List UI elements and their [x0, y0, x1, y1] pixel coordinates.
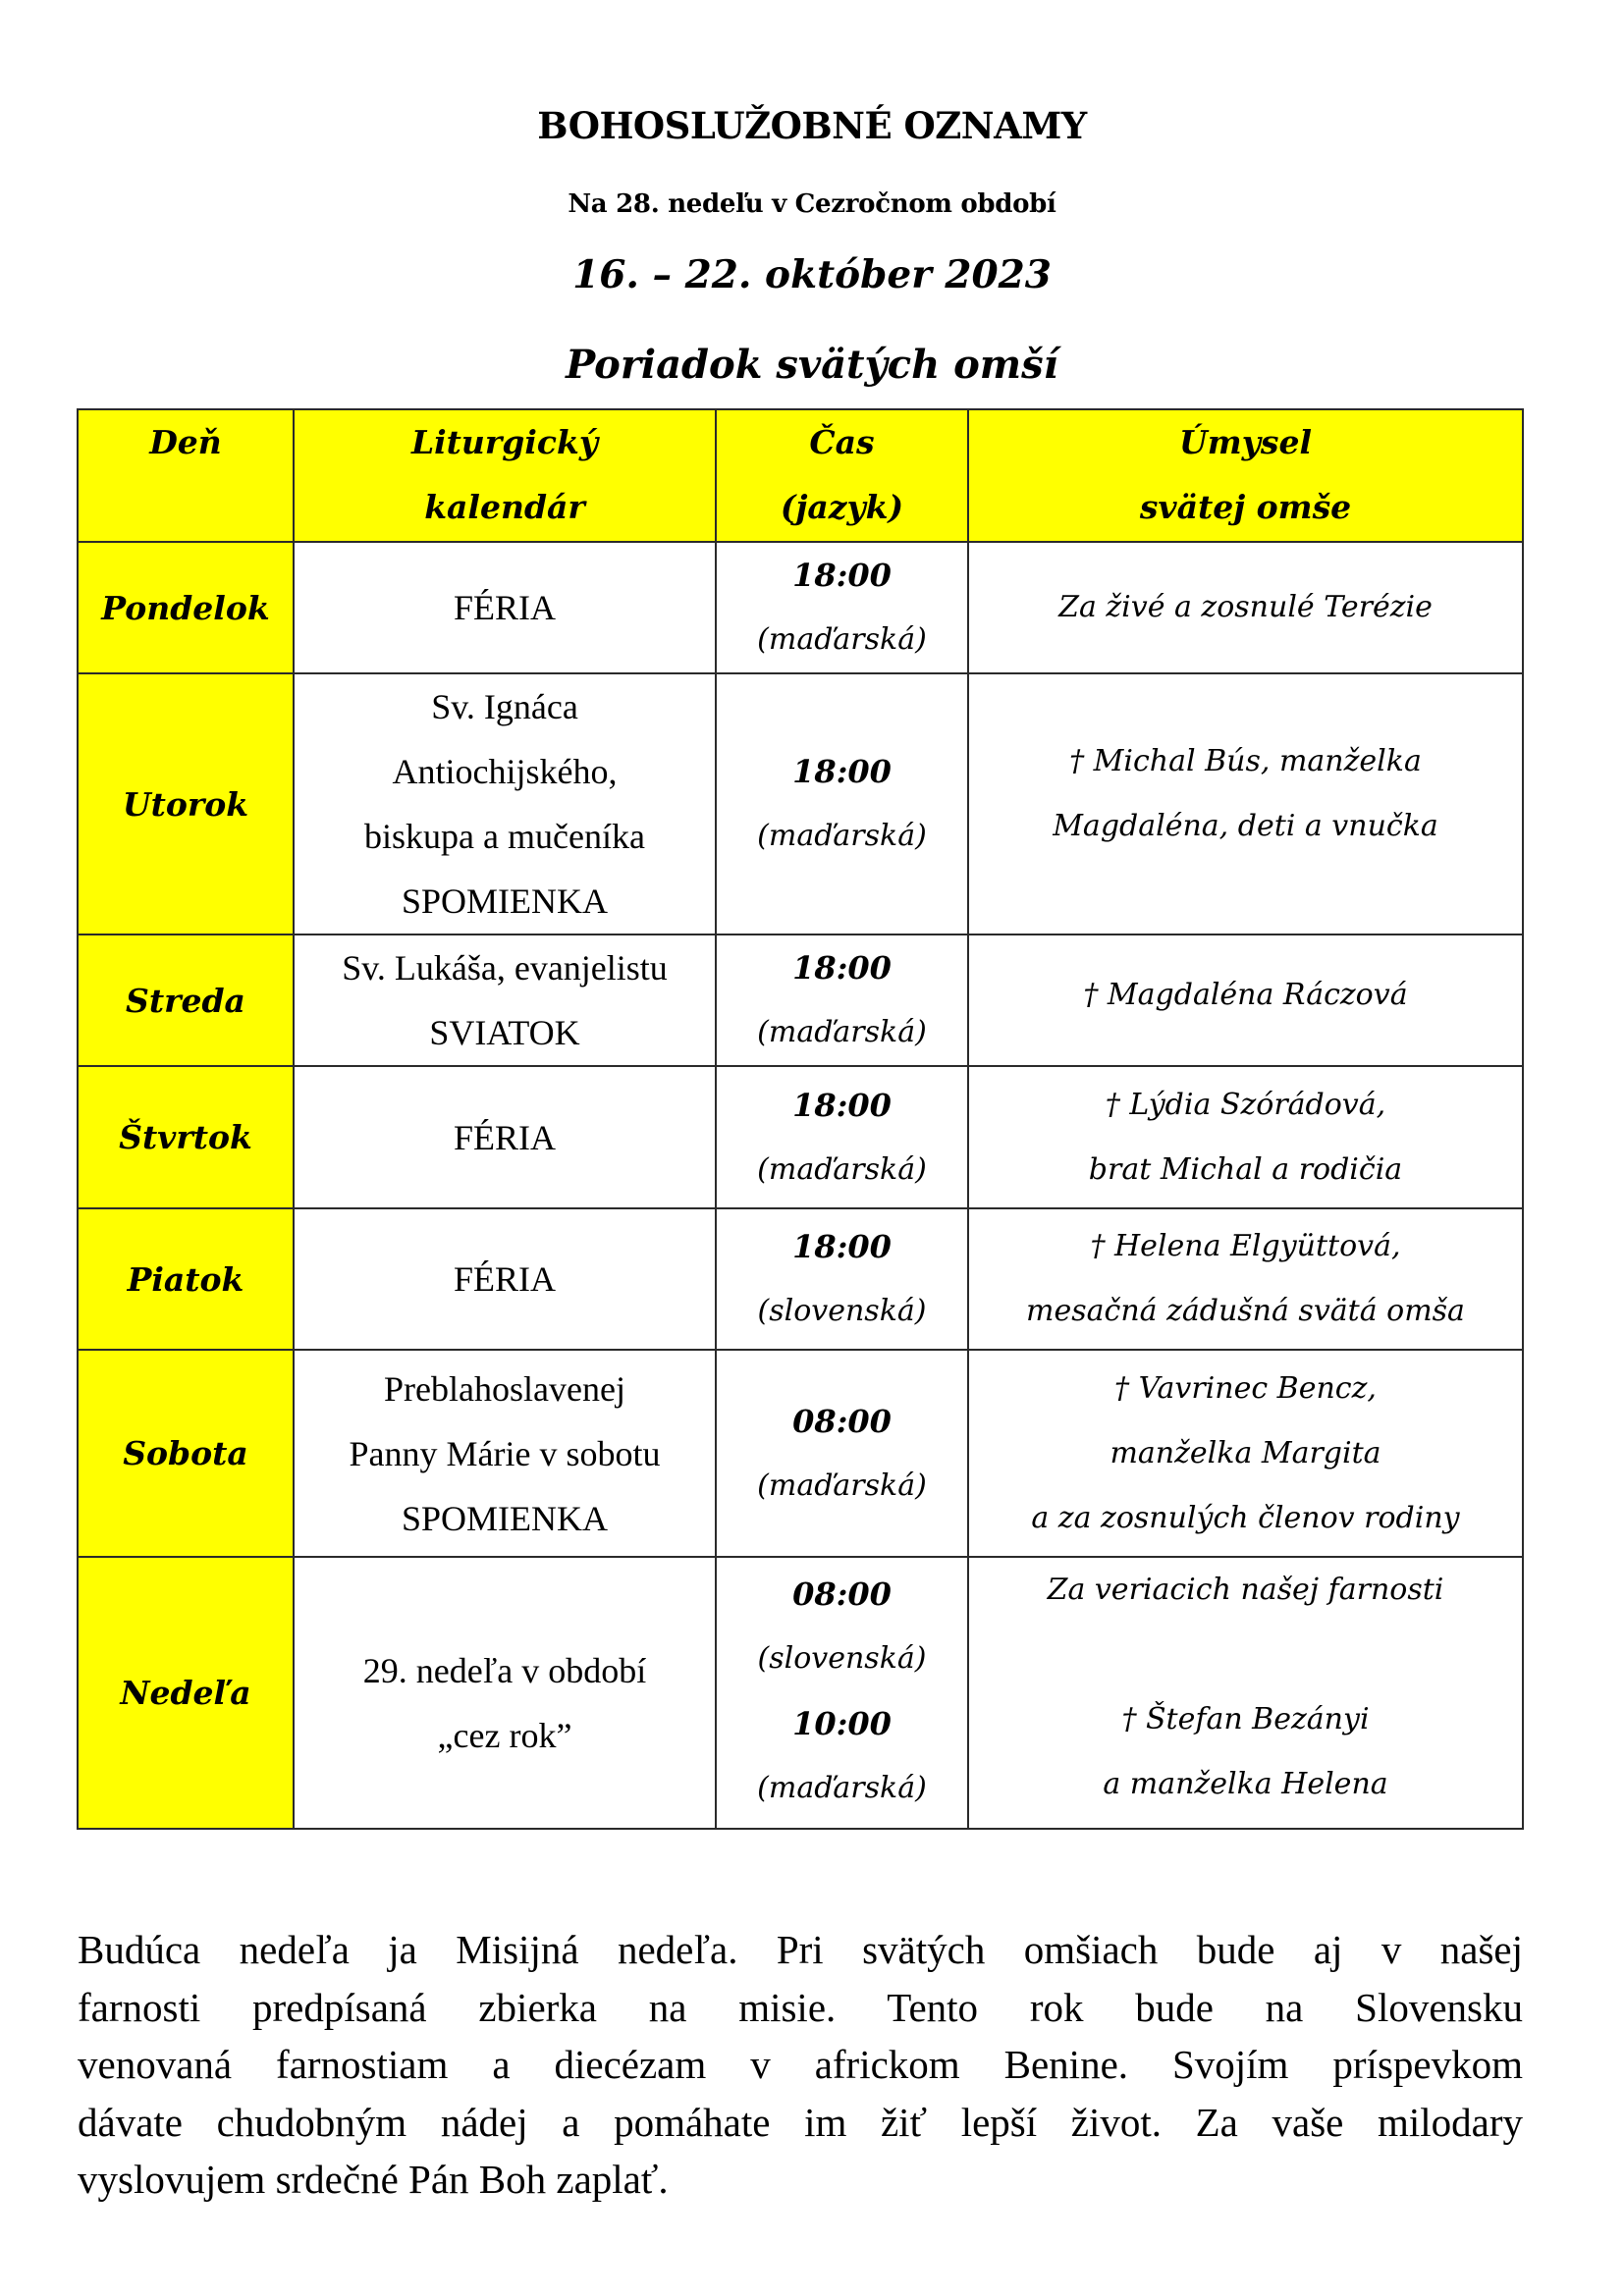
liturgical-calendar-cell [294, 1557, 716, 1829]
liturgy-line: SPOMIENKA [401, 881, 609, 921]
header-line: (jazyk) [780, 488, 904, 526]
intention-line: brat Michal a rodičia [1088, 1151, 1403, 1187]
liturgy-line: biskupa a mučeníka [364, 817, 645, 856]
day-name: Piatok [127, 1259, 244, 1299]
mass-language: (maďarská) [757, 1151, 927, 1187]
mass-language: (maďarská) [757, 1015, 927, 1049]
liturgy-line: Panny Márie v sobotu [349, 1433, 661, 1473]
mass-time: 18:00 [792, 753, 892, 790]
day-cell [78, 1066, 294, 1208]
column-header-intention [968, 409, 1523, 542]
mass-language: (maďarská) [757, 1771, 927, 1805]
mass-intention-cell [968, 1208, 1523, 1350]
liturgy-line: „cez rok” [437, 1715, 572, 1755]
liturgy-line: SPOMIENKA [401, 1498, 609, 1538]
mass-time: 10:00 [792, 1705, 892, 1742]
header-line: Úmysel [1179, 423, 1312, 461]
page-subtitle: Na 28. nedeľu v Cezročnom období [568, 189, 1056, 219]
mass-time: 08:00 [792, 1402, 892, 1440]
page-title: BOHOSLUŽOBNÉ OZNAMY [537, 104, 1087, 147]
liturgy-line: FÉRIA [453, 1259, 556, 1299]
time-language-cell [716, 542, 968, 673]
intention-line [969, 1623, 1522, 1687]
liturgy-line: FÉRIA [453, 1117, 556, 1157]
liturgy-line: Sv. Lukáša, evanjelistu [342, 948, 668, 988]
mission-sunday-notice [78, 1921, 1523, 2209]
time-language-cell [716, 1208, 968, 1350]
mass-language: (maďarská) [757, 1468, 927, 1503]
liturgical-calendar-cell [294, 934, 716, 1066]
time-language-cell [716, 1350, 968, 1557]
intention-line: Magdaléna, deti a vnučka [1053, 809, 1438, 843]
header-line: Deň [149, 423, 222, 461]
table-row [78, 934, 1523, 1066]
table-row [78, 1557, 1523, 1829]
mass-intention-cell [968, 1557, 1523, 1829]
liturgical-calendar-cell [294, 1066, 716, 1208]
liturgy-line: Antiochijského, [392, 752, 618, 791]
column-header-time [716, 409, 968, 542]
mass-time: 18:00 [792, 1086, 892, 1124]
column-header-liturgy [294, 409, 716, 542]
mass-intention-cell [968, 542, 1523, 673]
mass-language: (slovenská) [757, 1641, 927, 1676]
liturgical-calendar-cell [294, 1350, 716, 1557]
liturgical-calendar-cell [294, 673, 716, 934]
day-name: Štvrtok [119, 1118, 252, 1156]
day-name: Nedeľa [120, 1674, 251, 1712]
intention-line: † Helena Elgyüttová, [1090, 1229, 1401, 1263]
notice-line: dávate chudobným nádej a pomáhate im žiť lepší život. Za vaše milodary [78, 2099, 1523, 2145]
mass-time: 18:00 [792, 557, 892, 594]
intention-line: a za zosnulých členov rodiny [1031, 1500, 1460, 1535]
intention-line: Za veriacich našej farnosti [1047, 1573, 1444, 1607]
mass-language: (slovenská) [757, 1294, 927, 1328]
day-cell [78, 1557, 294, 1829]
table-row [78, 542, 1523, 673]
table-row [78, 1208, 1523, 1350]
day-cell [78, 1208, 294, 1350]
time-language-cell [716, 1557, 968, 1829]
liturgical-calendar-cell [294, 1208, 716, 1350]
table-row [78, 1066, 1523, 1208]
intention-line: † Štefan Bezányi [1121, 1702, 1370, 1736]
time-language-cell [716, 673, 968, 934]
date-range: 16. – 22. október 2023 [572, 252, 1052, 297]
day-name: Pondelok [101, 588, 270, 627]
intention-line: † Magdaléna Ráczová [1083, 978, 1408, 1012]
intention-line: † Vavrinec Bencz, [1114, 1370, 1377, 1406]
intention-line: mesačná zádušná svätá omša [1026, 1294, 1465, 1328]
day-name: Utorok [122, 784, 249, 824]
intention-line: Za živé a zosnulé Terézie [1058, 590, 1433, 624]
time-language-cell [716, 934, 968, 1066]
mass-time: 08:00 [792, 1575, 892, 1613]
mass-language: (maďarská) [757, 819, 927, 853]
mass-intention-cell [968, 934, 1523, 1066]
day-name: Streda [126, 981, 245, 1020]
column-header-day [78, 409, 294, 542]
header-line: Čas [809, 423, 875, 461]
mass-intention-cell [968, 1066, 1523, 1208]
mass-intention-cell [968, 673, 1523, 934]
day-cell [78, 1350, 294, 1557]
section-title: Poriadok svätých omší [566, 342, 1058, 388]
table-row [78, 673, 1523, 934]
liturgy-line: Sv. Ignáca [431, 687, 578, 726]
day-cell [78, 934, 294, 1066]
notice-line: farnosti predpísaná zbierka na misie. Tento rok bude na Slovensku [78, 1984, 1523, 2030]
intention-line: † Lýdia Szórádová, [1105, 1087, 1386, 1122]
time-language-cell [716, 1066, 968, 1208]
day-cell [78, 542, 294, 673]
header-line: svätej omše [1139, 488, 1352, 526]
intention-line: a manželka Helena [1103, 1767, 1388, 1801]
notice-line: vyslovujem srdečné Pán Boh zaplať. [78, 2157, 669, 2202]
liturgy-line: SVIATOK [429, 1013, 580, 1052]
day-cell [78, 673, 294, 934]
mass-intention-cell [968, 1350, 1523, 1557]
liturgical-calendar-cell [294, 542, 716, 673]
day-name: Sobota [123, 1434, 248, 1472]
liturgy-line: Preblahoslavenej [384, 1368, 625, 1409]
notice-line: Budúca nedeľa ja Misijná nedeľa. Pri svätých omšiach bude aj v našej [78, 1927, 1523, 1972]
mass-time: 18:00 [792, 1228, 892, 1265]
table-row [78, 1350, 1523, 1557]
header-line: kalendár [424, 488, 585, 526]
liturgy-line: 29. nedeľa v období [362, 1650, 647, 1690]
notice-line: venovaná farnostiam a diecézam v africkom Benine. Svojím príspevkom [78, 2042, 1523, 2087]
mass-schedule-table [77, 408, 1524, 1830]
liturgy-line: FÉRIA [453, 588, 556, 627]
mass-time: 18:00 [792, 949, 892, 987]
header-line: Liturgický [410, 423, 599, 461]
mass-language: (maďarská) [757, 622, 927, 657]
intention-line: manželka Margita [1110, 1435, 1381, 1470]
table-header-row [78, 409, 1523, 542]
intention-line: † Michal Bús, manželka [1069, 744, 1422, 778]
